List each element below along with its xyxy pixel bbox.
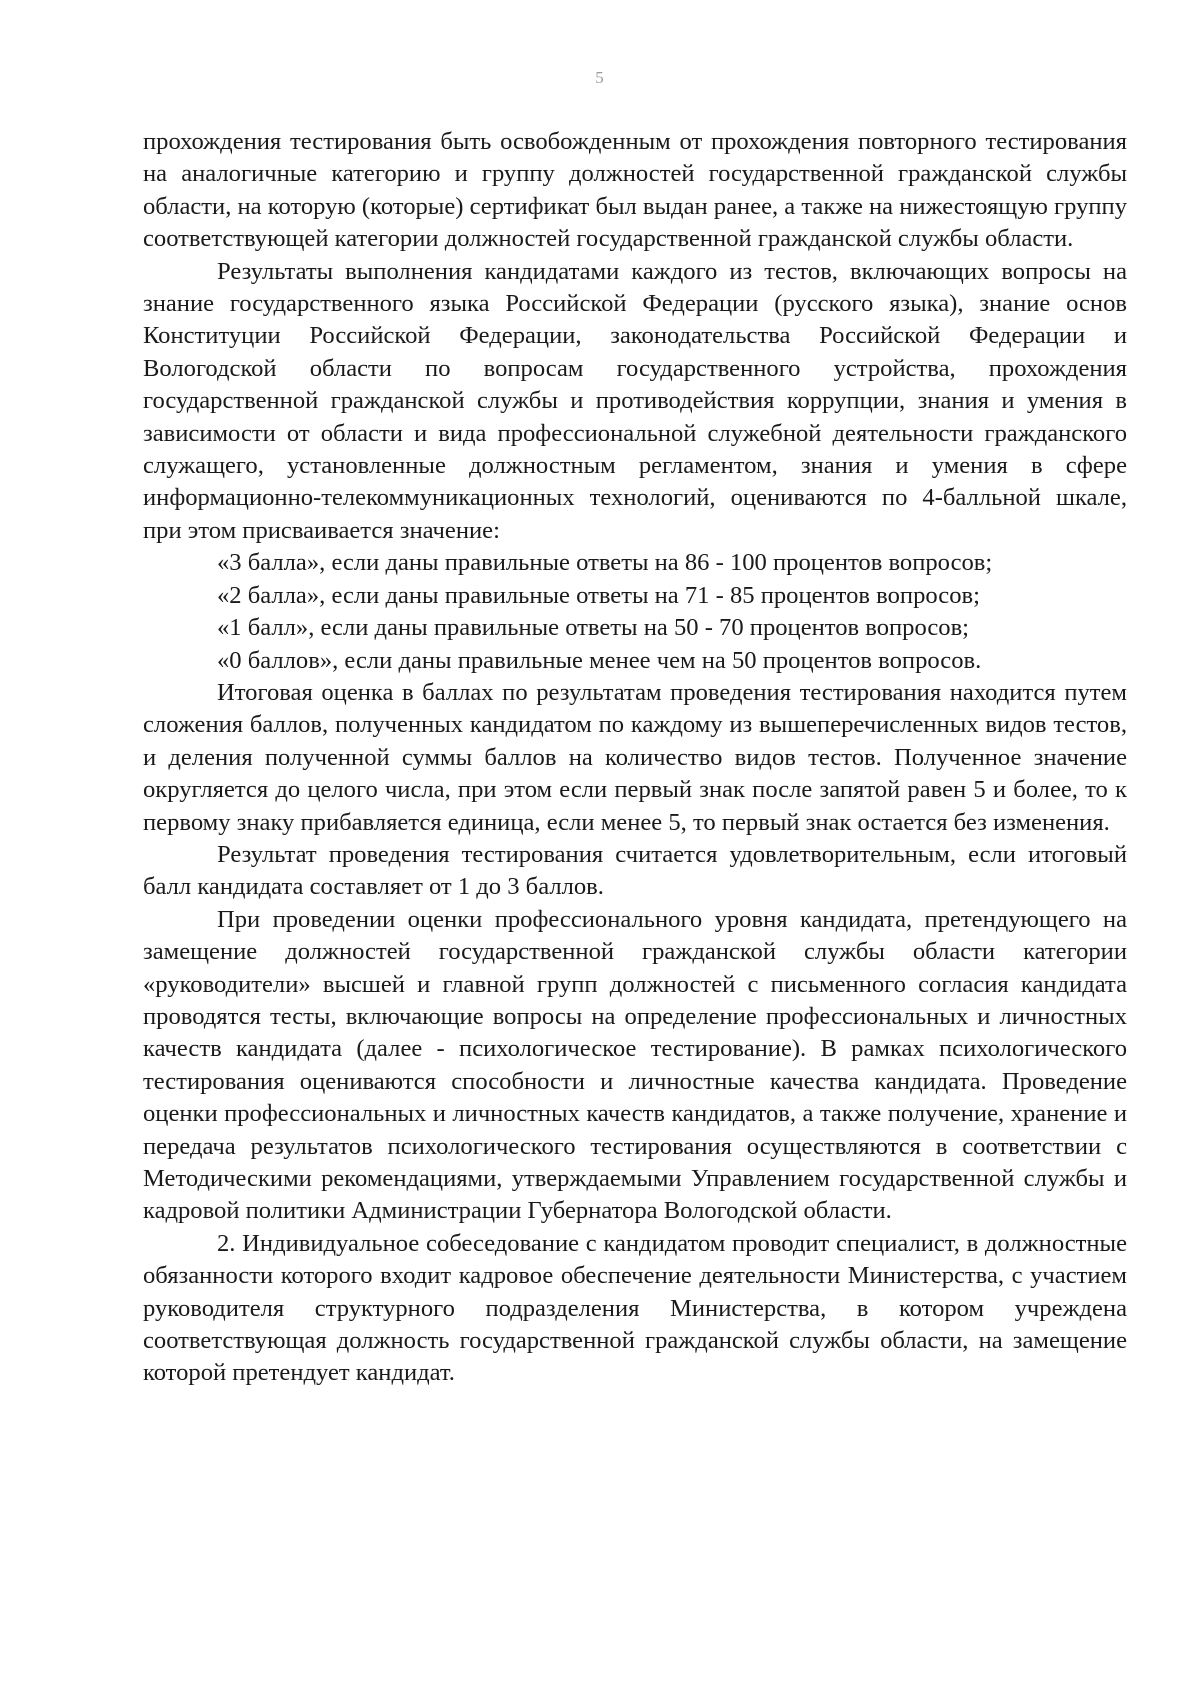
score-item-2: «2 балла», если даны правильные ответы на 71 - 85 процентов вопросов;: [217, 581, 980, 609]
score-item-3: «3 балла», если даны правильные ответы на 86 - 100 процентов вопросов;: [217, 549, 993, 577]
paragraph-final-score: Итоговая оценка в баллах по результатам проведения тестирования находится путем сложения баллов, полученных кандидатом по каждому из вышеперечисленных видов тестов, и деления полученной суммы баллов на количество видов тестов. Полученное значение округляется до целого числа, при этом если первый знак после запятой равен 5 и более, то к первому знаку прибавляется единица, если менее 5, то первый знак остается без изменения.: [143, 678, 1127, 836]
paragraph-test-results-scale: Результаты выполнения кандидатами каждого из тестов, включающих вопросы на знание государственного языка Российской Федерации (русского языка), знание основ Конституции Российской Федерации, законодательства Российской Федерации и Вологодской области по вопросам государственного устройства, прохождения государственной гражданской службы и противодействия коррупции, знания и умения в зависимости от области и вида профессиональной служебной деятельности гражданского служащего, установленные должностным регламентом, знания и умения в сфере информационно-телекоммуникационных технологий, оцениваются по 4-балльной шкале, при этом присваивается значение:: [143, 257, 1127, 544]
score-item-0: «0 баллов», если даны правильные менее чем на 50 процентов вопросов.: [217, 646, 982, 674]
paragraph-individual-interview: 2. Индивидуальное собеседование с кандидатом проводит специалист, в должностные обязанности которого входит кадровое обеспечение деятельности Министерства, с участием руководителя структурного подразделения Министерства, в котором учреждена соответствующая должность государственной гражданской службы области, на замещение которой претендует кандидат.: [143, 1229, 1127, 1387]
page-number: 5: [595, 68, 605, 87]
paragraph-satisfactory-result: Результат проведения тестирования считается удовлетворительным, если итоговый балл кандидата составляет от 1 до 3 баллов.: [143, 840, 1127, 901]
paragraph-psychological-testing: При проведении оценки профессионального уровня кандидата, претендующего на замещение должностей государственной гражданской службы области категории «руководители» высшей и главной групп должностей с письменного согласия кандидата проводятся тесты, включающие вопросы на определение профессиональных и личностных качеств кандидата (далее - психологическое тестирование). В рамках психологического тестирования оцениваются способности и личностные качества кандидата. Проведение оценки профессиональных и личностных качеств кандидатов, а также получение, хранение и передача результатов психологического тестирования осуществляются в соответствии с Методическими рекомендациями, утверждаемыми Управлением государственной службы и кадровой политики Администрации Губернатора Вологодской области.: [143, 905, 1127, 1225]
score-item-1: «1 балл», если даны правильные ответы на 50 - 70 процентов вопросов;: [217, 614, 970, 642]
paragraph-certificate-exemption: прохождения тестирования быть освобожденным от прохождения повторного тестирования на аналогичные категорию и группу должностей государственной гражданской службы области, на которую (которые) сертификат был выдан ранее, а также на нижестоящую группу соответствующей категории должностей государственной гражданской службы области.: [143, 128, 1127, 253]
document-body: [143, 126, 1127, 1390]
